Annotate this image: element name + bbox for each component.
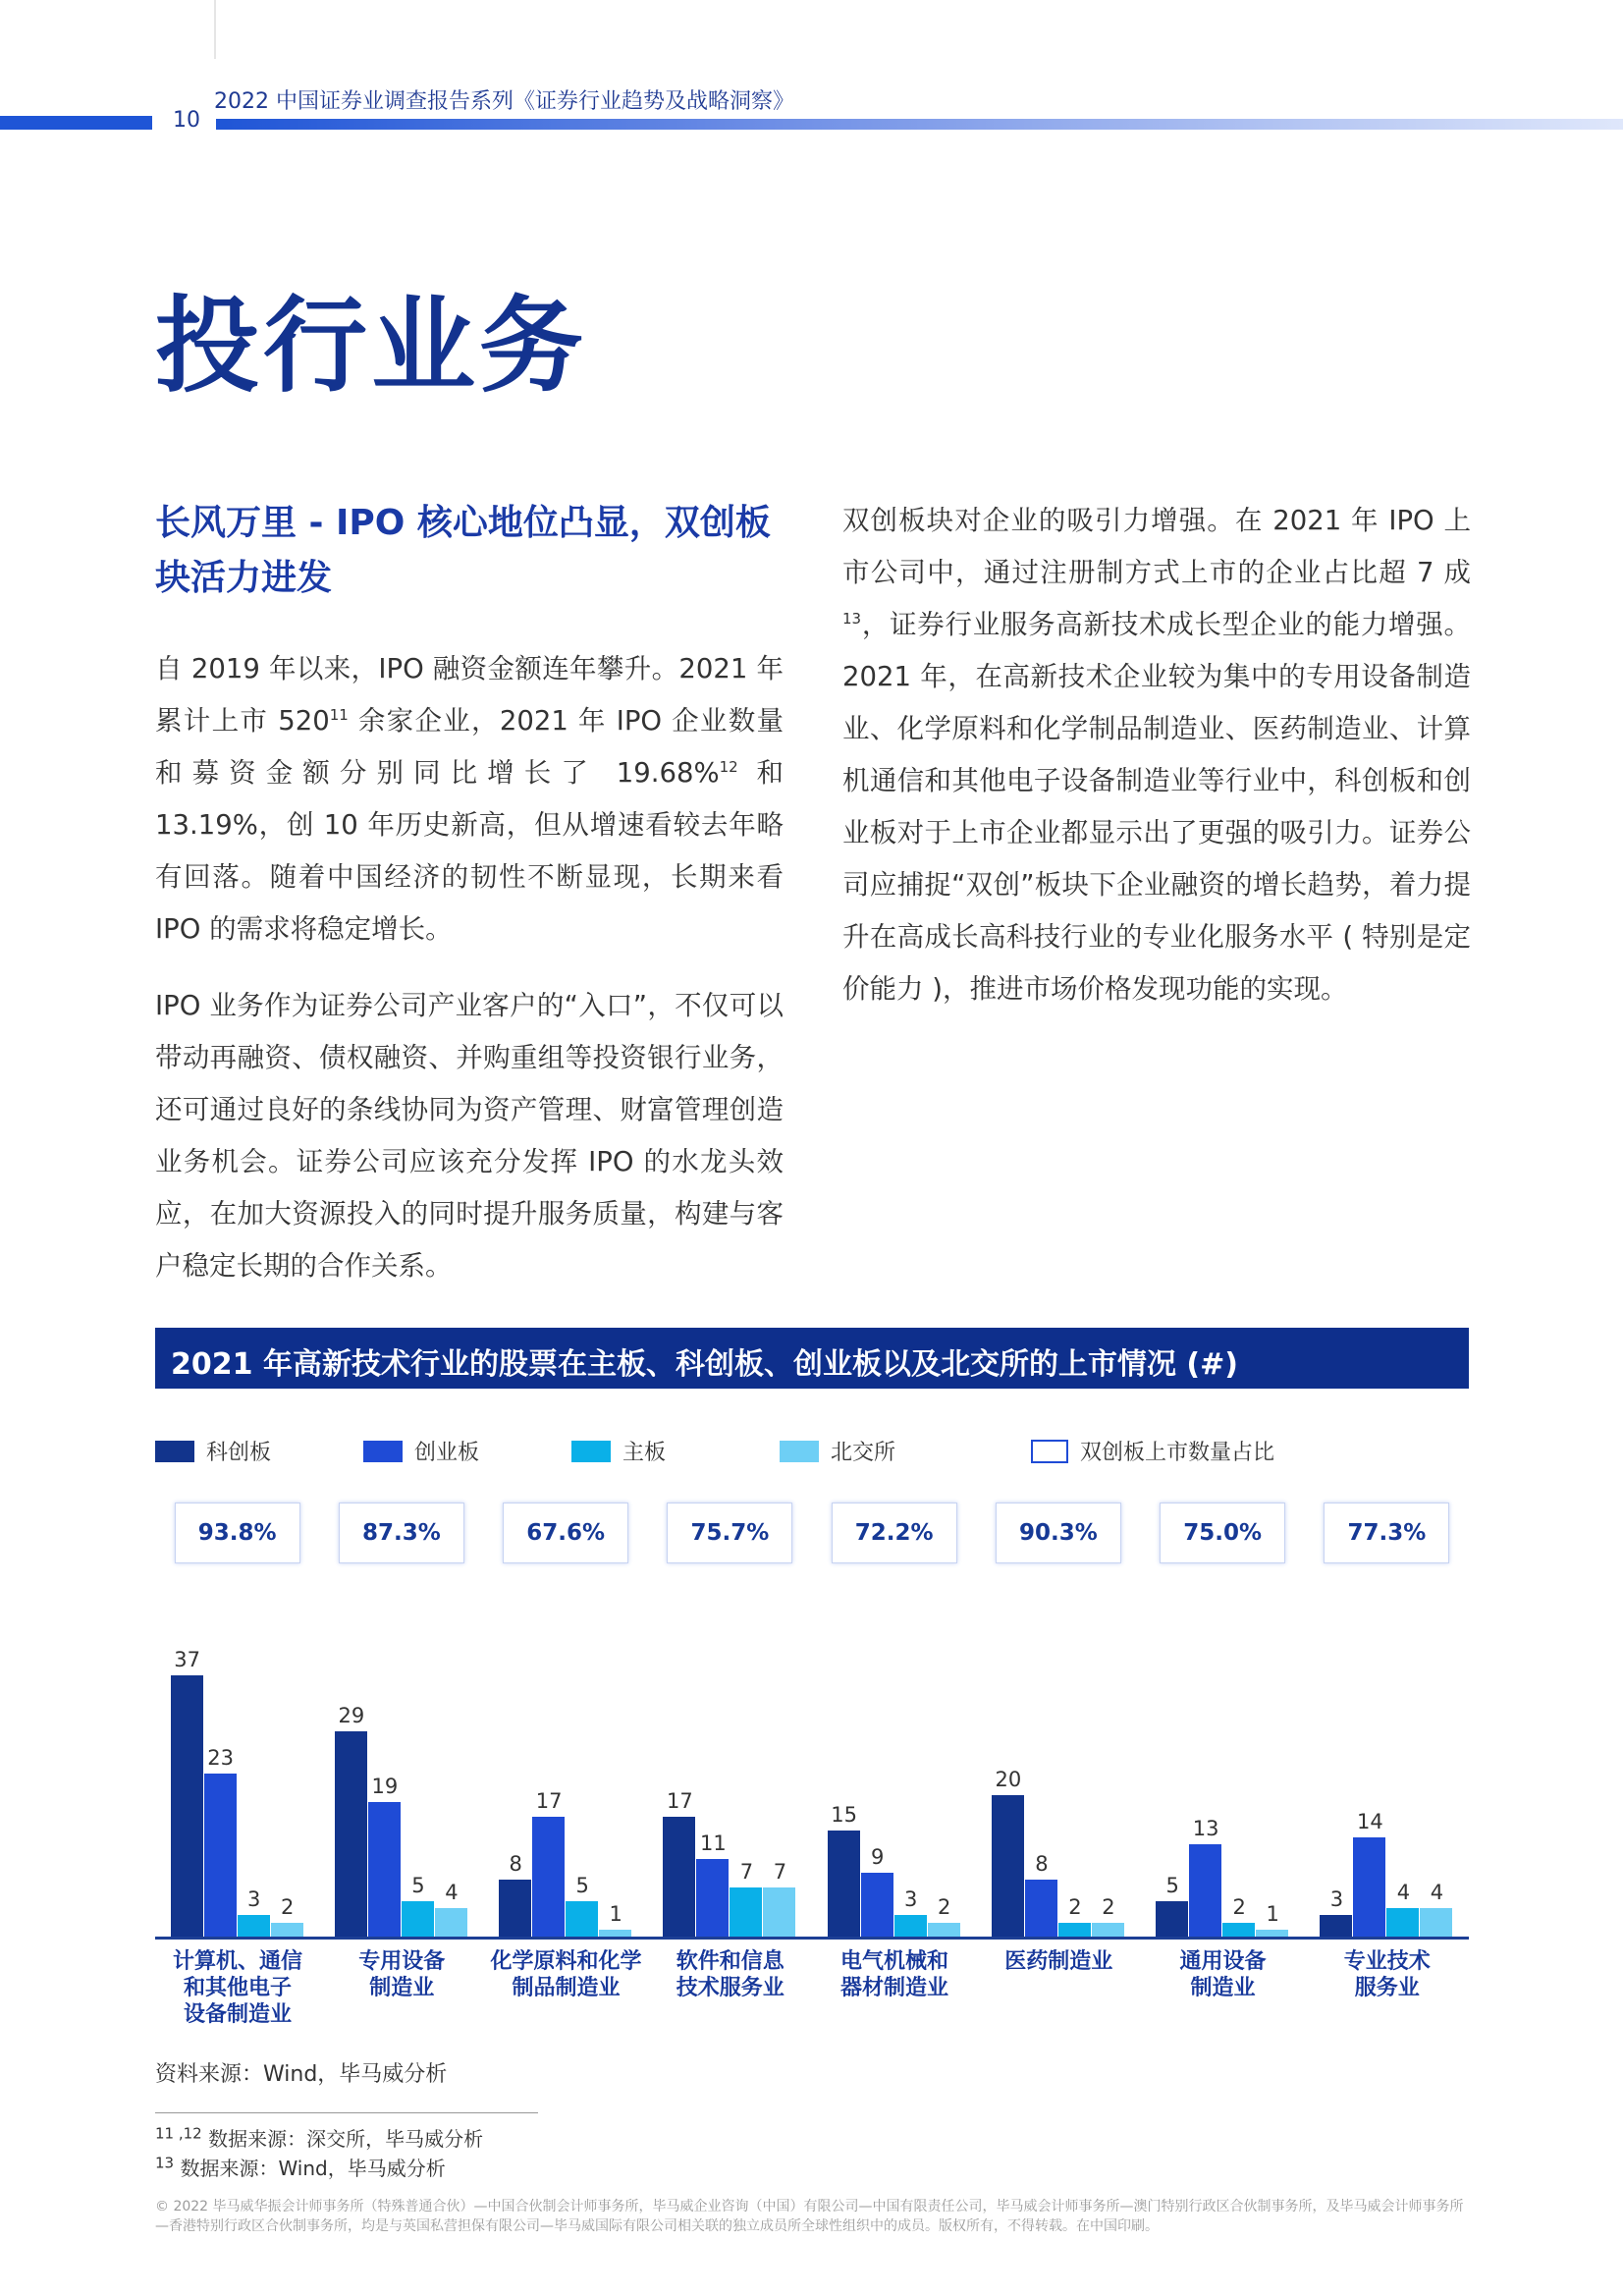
category-label bbox=[319, 1948, 484, 2001]
bar-value-label: 19 bbox=[371, 1775, 399, 1799]
chart-baseline bbox=[155, 1937, 1469, 1940]
bar-value-label: 2 bbox=[1102, 1894, 1115, 1919]
category-label bbox=[1141, 1948, 1306, 2001]
legend-label: 双创板上市数量占比 bbox=[1080, 1441, 1275, 1465]
category-label-line: 通用设备 bbox=[1179, 1949, 1267, 1974]
bar-star-market bbox=[499, 1880, 531, 1937]
bar-value-label: 1 bbox=[609, 1901, 622, 1926]
bar-value-label: 1 bbox=[1266, 1901, 1279, 1926]
paragraph-ipo-entry: IPO 业务作为证券公司产业客户的“入口”，不仅可以带动再融资、债权融资、并购重组等投资银行业务，还可通过良好的条线协同为资产管理、财富管理创造业务机会。证券公司应该充分发挥 IPO 的水龙头效应，在加大资源投入的同时提升服务质量，构建与客户稳定长期的合作关系。 bbox=[155, 990, 784, 1282]
bar-value-label: 8 bbox=[509, 1852, 522, 1877]
p3-text-2: ，证券行业服务高新技术成长型企业的能力增强。2021 年，在高新技术企业较为集中的专用设备制造业、化学原料和化学制品制造业、医药制造业、计算机通信和其他电子设备制造业等行业中，科创板和创业板对于上市企业都显示出了更强的吸引力。证券公司应捕捉“双创”板块下企业融资的增长趋势，着力提升在高成长高科技行业的专业化服务水平 ( 特别是定价能力 )，推进市场价格发现功能的实现。 bbox=[842, 609, 1471, 1005]
paragraph-ipo-growth bbox=[155, 643, 784, 956]
bar-value-label: 4 bbox=[1396, 1881, 1411, 1905]
bar-star-market bbox=[335, 1731, 367, 1937]
bar-value-label: 20 bbox=[995, 1768, 1022, 1791]
bar-value-label: 17 bbox=[535, 1788, 563, 1813]
bar-value-label: 3 bbox=[1329, 1887, 1344, 1912]
category-label-line: 制造业 bbox=[369, 1976, 435, 2000]
category-label-line: 器材制造业 bbox=[839, 1976, 948, 2000]
category-label bbox=[648, 1948, 813, 2001]
footnote-text: 数据来源：深交所，毕马威分析 bbox=[201, 2127, 484, 2151]
bar-main-board bbox=[238, 1915, 270, 1937]
category-label-line: 计算机、通信 bbox=[172, 1949, 302, 1974]
header-divider bbox=[214, 0, 216, 59]
bar-star-market bbox=[171, 1675, 203, 1937]
bar-chinext bbox=[368, 1802, 401, 1937]
bar-bse bbox=[271, 1923, 303, 1937]
category-label-line: 和其他电子 bbox=[183, 1976, 292, 2000]
category-label-line: 设备制造业 bbox=[183, 2002, 292, 2027]
bar-value-label: 7 bbox=[773, 1859, 787, 1884]
bar-bse bbox=[435, 1908, 467, 1937]
p1-text-1: 自 2019 年以来，IPO 融资金额连年攀升。2021 年累计上市 520 bbox=[155, 653, 784, 737]
dual-board-ratio-box: 72.2% bbox=[832, 1503, 957, 1563]
bar-main-board bbox=[730, 1887, 762, 1937]
category-label-line: 医药制造业 bbox=[1004, 1949, 1113, 1974]
category-label bbox=[1305, 1948, 1470, 2001]
bar-main-board bbox=[1058, 1923, 1091, 1937]
bar-value-label: 3 bbox=[903, 1887, 918, 1912]
bar-bse bbox=[599, 1930, 631, 1937]
category-label-line: 软件和信息 bbox=[676, 1949, 784, 1974]
footnote-ref-13: 13 bbox=[842, 609, 862, 628]
dual-board-ratio-box: 90.3% bbox=[996, 1503, 1121, 1563]
bar-bse bbox=[1420, 1908, 1452, 1937]
bar-value-label: 8 bbox=[1035, 1852, 1049, 1877]
bar-value-label: 2 bbox=[1068, 1894, 1082, 1919]
category-label-line: 专用设备 bbox=[358, 1949, 446, 1974]
page-number: 10 bbox=[173, 108, 200, 133]
legend-item-bse bbox=[780, 1436, 895, 1466]
bar-value-label: 14 bbox=[1357, 1810, 1383, 1834]
bar-chinext bbox=[1189, 1844, 1221, 1937]
legend-label: 科创板 bbox=[206, 1441, 272, 1465]
legend-swatch bbox=[363, 1441, 403, 1462]
bar-value-label: 7 bbox=[739, 1859, 754, 1884]
bar-bse bbox=[1256, 1930, 1288, 1937]
footnote-ref-11: 11 bbox=[329, 705, 349, 724]
bar-main-board bbox=[894, 1915, 927, 1937]
legend-swatch bbox=[780, 1441, 819, 1462]
dual-board-ratio-box: 67.6% bbox=[503, 1503, 628, 1563]
footnote-divider bbox=[155, 2112, 538, 2113]
footnote-mark: 13 bbox=[155, 2154, 175, 2172]
paragraph-dual-board bbox=[842, 495, 1471, 1015]
bar-main-board bbox=[1386, 1908, 1419, 1937]
bar-value-label: 37 bbox=[174, 1647, 200, 1671]
category-label-line: 制品制造业 bbox=[512, 1976, 621, 2000]
bar-value-label: 5 bbox=[575, 1874, 589, 1897]
bar-value-label: 23 bbox=[207, 1746, 234, 1771]
copyright-notice: © 2022 毕马威华振会计师事务所（特殊普通合伙）—中国合伙制会计师事务所，毕马威企业咨询（中国）有限公司—中国有限责任公司，毕马威会计师事务所—澳门特别行政区合伙制事务所，及毕马威会计师事务所—香港特别行政区合伙制事务所，均是与英国私营担保有限公司—毕马威国际有限公司相关联的独立成员所全球性组织中的成员。版权所有，不得转载。在中国印刷。 bbox=[155, 2199, 1464, 2234]
header-bar-left bbox=[0, 116, 152, 130]
category-label-line: 技术服务业 bbox=[676, 1976, 784, 2000]
category-label bbox=[155, 1948, 320, 2028]
bar-value-label: 13 bbox=[1192, 1817, 1219, 1841]
bar-bse bbox=[928, 1923, 960, 1937]
dual-board-ratio-box: 87.3% bbox=[339, 1503, 464, 1563]
bar-value-label: 17 bbox=[667, 1788, 693, 1813]
legend-item-dual-board-ratio bbox=[1031, 1436, 1274, 1466]
bar-value-label: 2 bbox=[1232, 1894, 1246, 1919]
p1-text-3: 和 13.19%，创 10 年历史新高，但从增速看较去年略有回落。随着中国经济的韧性不断显现，长期来看 IPO 的需求将稳定增长。 bbox=[155, 757, 784, 945]
category-label bbox=[976, 1948, 1141, 1975]
category-label-line: 电气机械和 bbox=[839, 1949, 948, 1974]
dual-board-ratio-box: 75.7% bbox=[667, 1503, 792, 1563]
footnote-text: 数据来源：Wind，毕马威分析 bbox=[174, 2157, 446, 2180]
page-title: 投行业务 bbox=[155, 286, 587, 407]
bar-star-market bbox=[1320, 1915, 1352, 1937]
dual-board-ratio-box: 75.0% bbox=[1160, 1503, 1285, 1563]
bar-value-label: 11 bbox=[700, 1831, 727, 1855]
category-label bbox=[484, 1948, 649, 2001]
category-label-line: 制造业 bbox=[1190, 1976, 1256, 2000]
bar-bse bbox=[1092, 1923, 1124, 1937]
category-label-line: 服务业 bbox=[1354, 1976, 1420, 2000]
chart-source: 资料来源：Wind，毕马威分析 bbox=[155, 2062, 448, 2087]
legend-item-star-market bbox=[155, 1436, 271, 1466]
p1-text-2: 余家企业，2021 年 IPO 企业数量和募资金额分别同比增长了 19.68% bbox=[155, 705, 784, 789]
bar-value-label: 2 bbox=[937, 1894, 951, 1919]
bar-value-label: 29 bbox=[338, 1704, 365, 1728]
legend-label: 创业板 bbox=[414, 1441, 480, 1465]
category-label-line: 化学原料和化学 bbox=[490, 1949, 642, 1974]
bar-value-label: 3 bbox=[246, 1887, 261, 1912]
category-label bbox=[812, 1948, 977, 2001]
dual-board-ratio-box: 77.3% bbox=[1324, 1503, 1449, 1563]
p3-text-1: 双创板块对企业的吸引力增强。在 2021 年 IPO 上市公司中，通过注册制方式上市的企业占比超 7 成 bbox=[842, 505, 1471, 588]
footnote-13 bbox=[155, 2153, 446, 2181]
section-heading: 长风万里 - IPO 核心地位凸显，双创板块活力进发 bbox=[155, 503, 771, 598]
bar-value-label: 2 bbox=[280, 1894, 295, 1919]
bar-value-label: 4 bbox=[1430, 1881, 1444, 1905]
legend-label: 北交所 bbox=[831, 1441, 896, 1465]
legend-swatch bbox=[155, 1441, 194, 1462]
bar-value-label: 15 bbox=[831, 1803, 857, 1827]
footnote-ref-12: 12 bbox=[719, 757, 738, 776]
footnote-11-12 bbox=[155, 2123, 483, 2152]
bar-chinext bbox=[204, 1774, 237, 1937]
bar-value-label: 9 bbox=[870, 1845, 885, 1870]
legend-label: 主板 bbox=[622, 1441, 667, 1465]
report-title: 2022 中国证券业调查报告系列《证券行业趋势及战略洞察》 bbox=[214, 89, 794, 114]
bar-value-label: 5 bbox=[1165, 1874, 1179, 1897]
legend-swatch-outline bbox=[1031, 1440, 1068, 1463]
category-label-line: 专业技术 bbox=[1343, 1949, 1431, 1974]
legend-swatch bbox=[571, 1441, 611, 1462]
footnote-mark: 11 ,12 bbox=[155, 2124, 202, 2143]
bar-main-board bbox=[402, 1901, 434, 1937]
chart-title: 2021 年高新技术行业的股票在主板、科创板、创业板以及北交所的上市情况 (#) bbox=[171, 1347, 1238, 1382]
bar-value-label: 4 bbox=[445, 1881, 459, 1905]
dual-board-ratio-box: 93.8% bbox=[175, 1503, 300, 1563]
legend-item-main-board bbox=[571, 1436, 666, 1466]
bar-star-market bbox=[1156, 1901, 1188, 1937]
bar-bse bbox=[763, 1887, 795, 1937]
legend-item-chinext bbox=[363, 1436, 479, 1466]
header-bar-right bbox=[216, 119, 1623, 130]
bar-value-label: 5 bbox=[411, 1874, 425, 1897]
